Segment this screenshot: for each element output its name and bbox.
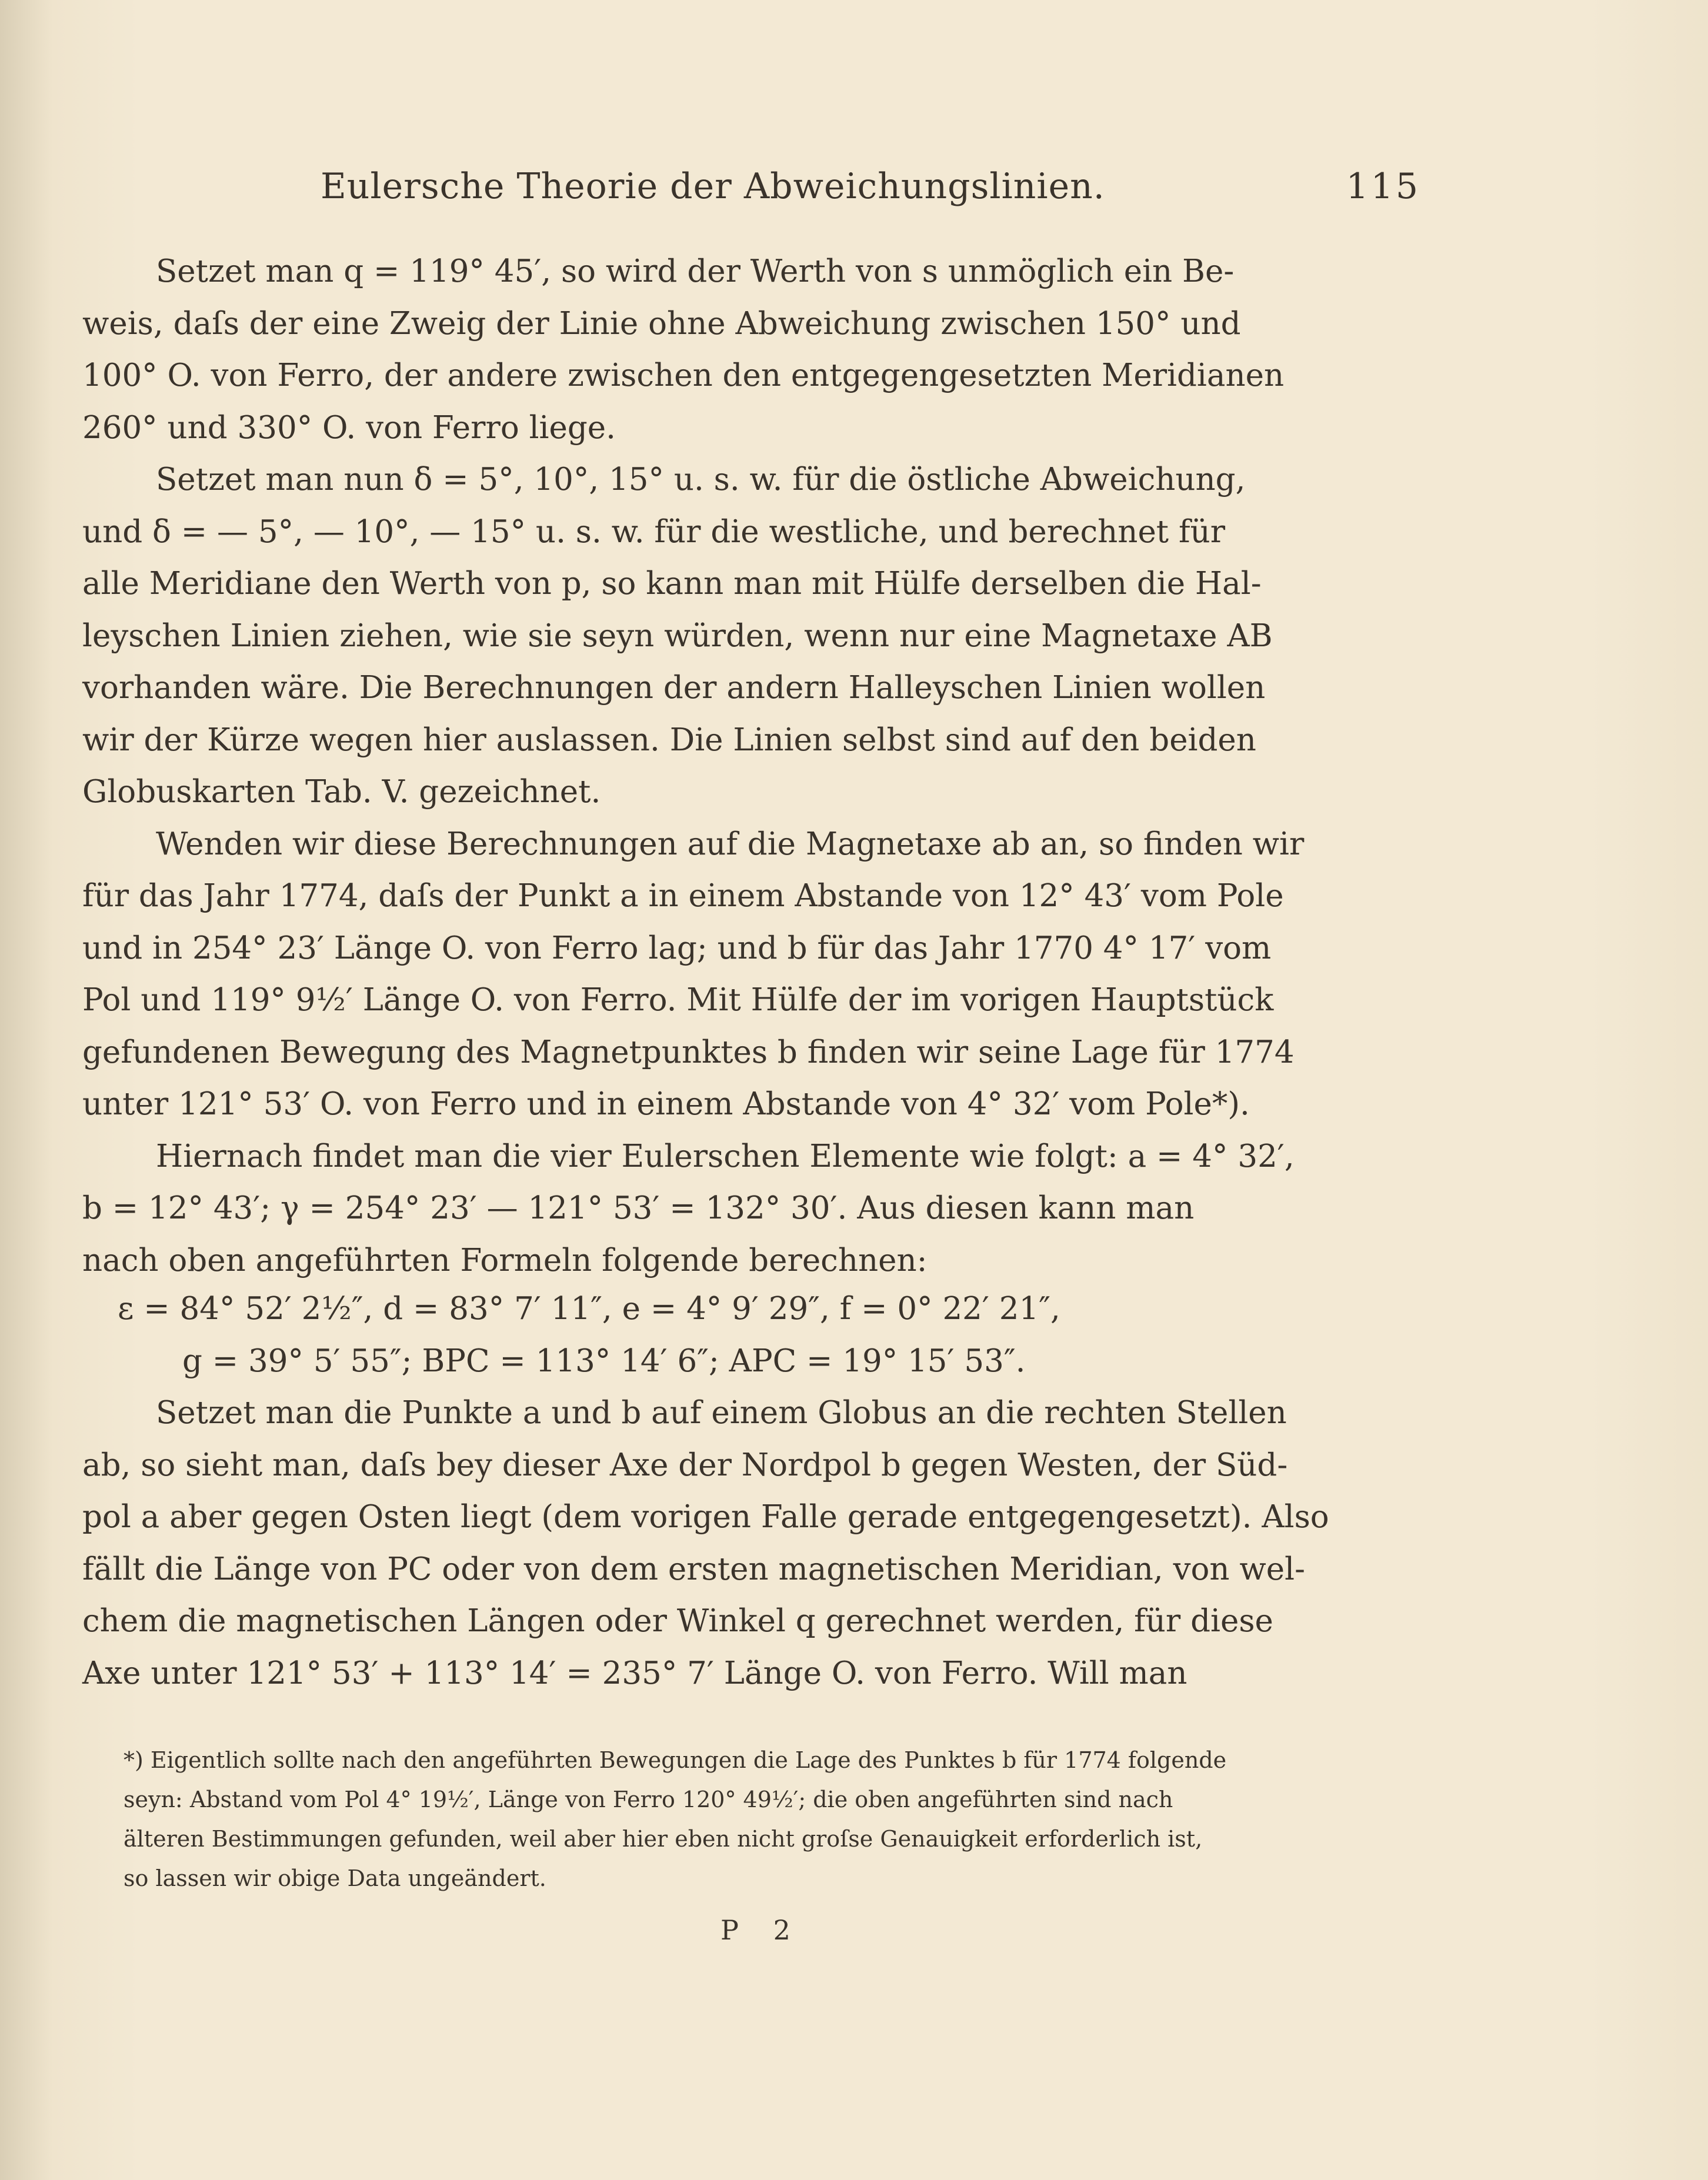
formula-line-2: g = 39° 5′ 55″; BPC = 113° 14′ 6″; APC = 19° 15′ 53″. bbox=[182, 1343, 1026, 1379]
paragraph-2: Setzet man nun δ = 5°, 10°, 15° u. s. w. für die östliche Abweichung, und δ = — 5°, — 10°, — 15° u. s. w. für die westliche, und berechnet für alle Meridiane den Werth von p, so kann man mit Hülfe derselben die Hal- leyschen Linien ziehen, wie sie seyn würden, wenn nur eine Magnetaxe AB vorhanden wäre. Die Berechnungen der andern Halleyschen Linien wollen wir der Kürze wegen hier auslassen. Die Linien selbst sind auf den beiden Globuskarten Tab. V. gezeichnet. bbox=[82, 462, 1273, 810]
formula-line-1: ε = 84° 52′ 2½″, d = 83° 7′ 11″, e = 4° 9′ 29″, f = 0° 22′ 21″, bbox=[118, 1291, 1060, 1327]
footnote: *) Eigentlich sollte nach den angeführten Bewegungen die Lage des Punktes b für 1774 folgende seyn: Abstand vom Pol 4° 19½′, Länge von Ferro 120° 49½′; die oben angeführten sind nach älteren Bestimmungen gefunden, weil aber hier eben nicht groſse Genauigkeit erforderlich ist, so lassen wir obige Data ungeändert. bbox=[124, 1747, 1227, 1891]
running-title: Eulersche Theorie der Abweichungslinien. bbox=[321, 166, 1105, 207]
paragraph-4: Hiernach findet man die vier Eulerschen Elemente wie folgt: a = 4° 32′, b = 12° 43′; γ = 254° 23′ — 121° 53′ = 132° 30′. Aus diesen kann man nach oben angeführten Formeln folgende berechnen: bbox=[82, 1138, 1295, 1278]
formula-block bbox=[118, 1283, 1370, 1387]
body-text-continued bbox=[82, 1387, 1412, 1700]
page-number: 115 bbox=[1346, 166, 1420, 207]
signature-mark: P 2 bbox=[720, 1914, 803, 1946]
body-text bbox=[82, 246, 1412, 1287]
paragraph-5: Setzet man die Punkte a und b auf einem Globus an die rechten Stellen ab, so sieht man, daſs bey dieser Axe der Nordpol b gegen Westen, der Süd- pol a aber gegen Osten liegt (dem vorigen Falle gerade entgegengesetzt). Also fällt die Länge von PC oder von dem ersten magnetischen Meridian, von wel- chem die magnetischen Längen oder Winkel q gerechnet werden, für diese Axe unter 121° 53′ + 113° 14′ = 235° 7′ Länge O. von Ferro. Will man bbox=[82, 1395, 1329, 1691]
paragraph-3: Wenden wir diese Berechnungen auf die Magnetaxe ab an, so finden wir für das Jahr 1774, daſs der Punkt a in einem Abstande von 12° 43′ vom Pole und in 254° 23′ Länge O. von Ferro lag; und b für das Jahr 1770 4° 17′ vom Pol und 119° 9½′ Länge O. von Ferro. Mit Hülfe der im vorigen Hauptstück gefundenen Bewegung des Magnetpunktes b finden wir seine Lage für 1774 unter 121° 53′ O. von Ferro und in einem Abstande von 4° 32′ vom Pole*). bbox=[82, 826, 1305, 1122]
paragraph-1: Setzet man q = 119° 45′, so wird der Werth von s unmöglich ein Be- weis, daſs der eine Zweig der Linie ohne Abweichung zwischen 150° und 100° O. von Ferro, der andere zwischen den entgegengesetzten Meridianen 260° und 330° O. von Ferro liege. bbox=[82, 253, 1285, 446]
page-header bbox=[321, 166, 1420, 219]
